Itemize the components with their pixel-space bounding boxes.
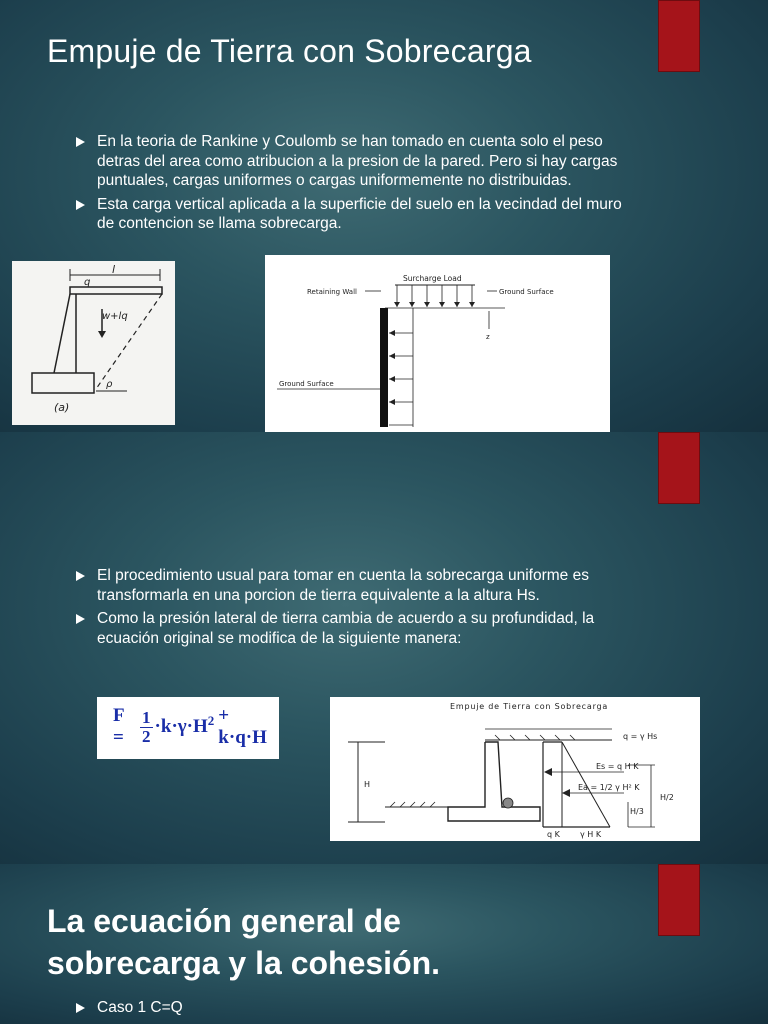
svg-text:Retaining Wall: Retaining Wall bbox=[307, 288, 357, 296]
svg-text:Ground Surface: Ground Surface bbox=[279, 380, 334, 388]
retaining-wall-sketch bbox=[12, 261, 175, 425]
bullet-arrow-icon bbox=[76, 200, 85, 210]
svg-text:H/3: H/3 bbox=[630, 807, 644, 816]
surcharge-formula bbox=[97, 697, 279, 759]
svg-text:Ea = 1/2 γ H² K: Ea = 1/2 γ H² K bbox=[578, 783, 640, 792]
slide-3 bbox=[0, 864, 768, 1024]
bullet-arrow-icon bbox=[76, 1003, 85, 1013]
bullet-list bbox=[76, 132, 636, 238]
slide-title: Empuje de Tierra con Sobrecarga bbox=[47, 33, 532, 69]
svg-text:ρ: ρ bbox=[106, 379, 113, 390]
svg-text:q = γ Hs: q = γ Hs bbox=[623, 732, 658, 741]
svg-text:Es = q H K: Es = q H K bbox=[596, 762, 639, 771]
list-item: En la teoria de Rankine y Coulomb se han tomado en cuenta solo el peso detras del area como atribucion a la presion de la pared. Pero si hay cargas puntuales, cargas uniformes o cargas uniformemente no distribuidas. bbox=[76, 132, 636, 191]
svg-text:q K: q K bbox=[547, 830, 560, 839]
bullet-arrow-icon bbox=[76, 137, 85, 147]
pressure-distribution-diagram bbox=[330, 697, 700, 841]
accent-bar bbox=[658, 0, 700, 72]
svg-text:z: z bbox=[486, 333, 490, 341]
bullet-list bbox=[76, 566, 636, 652]
surcharge-load-diagram bbox=[265, 255, 610, 432]
slide-title: La ecuación general de sobrecarga y la cohesión. bbox=[47, 903, 441, 981]
svg-text:w+lq: w+lq bbox=[102, 311, 128, 322]
bullet-list bbox=[76, 998, 636, 1022]
bullet-arrow-icon bbox=[76, 614, 85, 624]
svg-text:γ H K: γ H K bbox=[580, 830, 602, 839]
fraction: $\frac{1}{2}$ bbox=[142, 707, 151, 746]
accent-bar bbox=[658, 864, 700, 936]
svg-text:H: H bbox=[364, 780, 371, 789]
formula: F = $\frac{1}{2}$ ·k·γ·H $^2$ + k·q·H bbox=[113, 705, 267, 748]
svg-text:(a): (a) bbox=[54, 401, 70, 414]
list-item: Esta carga vertical aplicada a la superficie del suelo en la vecindad del muro de contencion se llama sobrecarga. bbox=[76, 195, 636, 234]
list-item: Caso 1 C=Q bbox=[76, 998, 636, 1018]
svg-text:l: l bbox=[112, 263, 116, 276]
svg-text:q: q bbox=[84, 277, 91, 288]
slide-1 bbox=[0, 0, 768, 432]
svg-text:Surcharge Load: Surcharge Load bbox=[403, 274, 462, 283]
svg-text:H/2: H/2 bbox=[660, 793, 674, 802]
svg-text:Empuje de Tierra con Sobrecarg: Empuje de Tierra con Sobrecarga bbox=[450, 702, 609, 711]
accent-bar bbox=[658, 432, 700, 504]
bullet-arrow-icon bbox=[76, 571, 85, 581]
svg-text:Ground Surface: Ground Surface bbox=[499, 288, 554, 296]
slide-2 bbox=[0, 432, 768, 864]
list-item: El procedimiento usual para tomar en cuenta la sobrecarga uniforme es transformarla en una porcion de tierra equivalente a la altura Hs. bbox=[76, 566, 636, 605]
list-item: Como la presión lateral de tierra cambia de acuerdo a su profundidad, la ecuación original se modifica de la siguiente manera: bbox=[76, 609, 636, 648]
